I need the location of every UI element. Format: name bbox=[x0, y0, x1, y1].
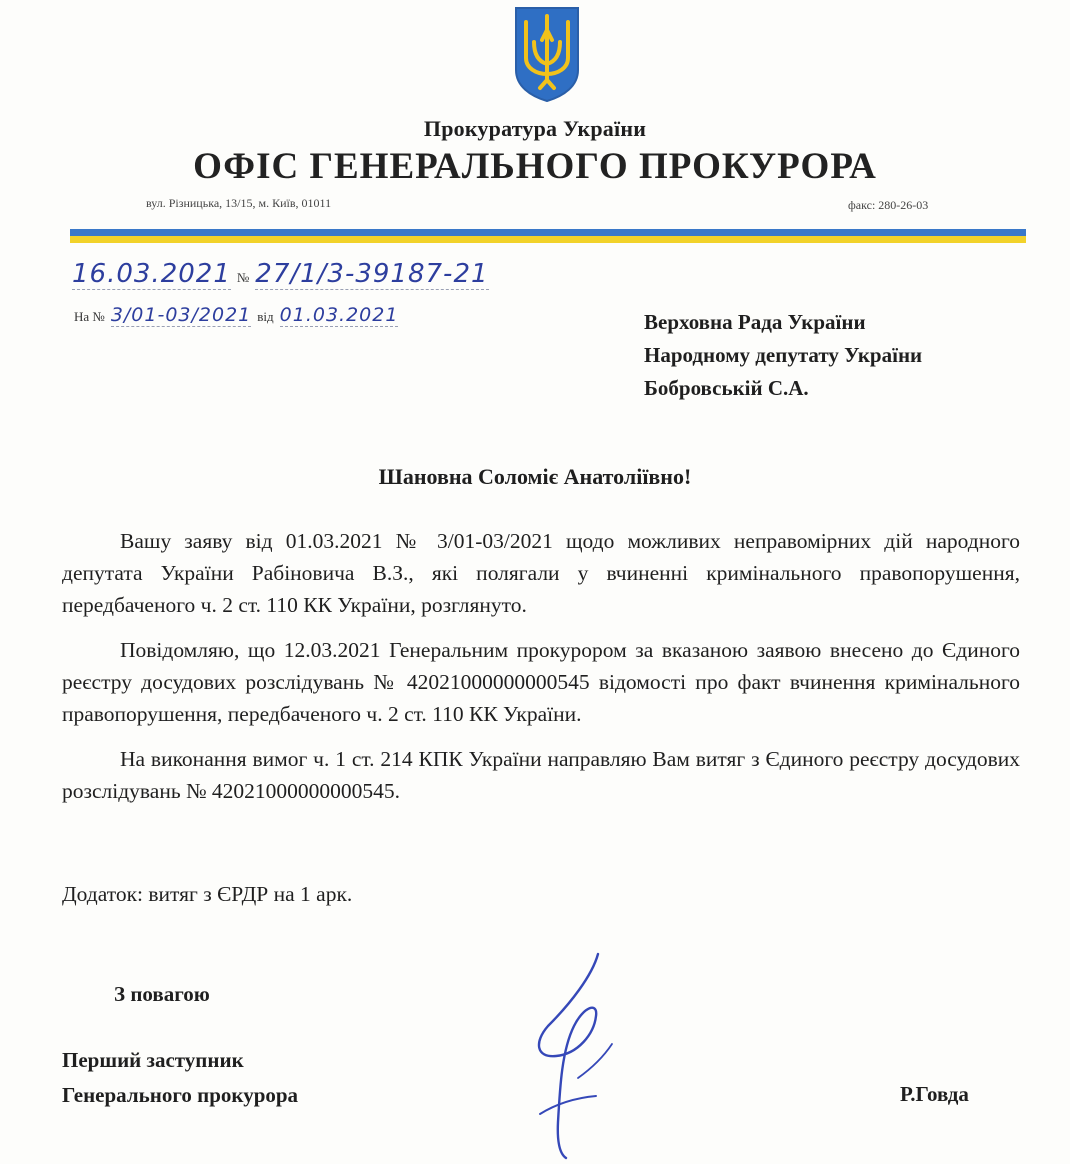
organization-title: ОФІС ГЕНЕРАЛЬНОГО ПРОКУРОРА bbox=[193, 146, 877, 187]
position-line-2: Генерального прокурора bbox=[62, 1083, 299, 1107]
attachment-line: Додаток: витяг з ЄРДР на 1 арк. bbox=[62, 882, 353, 906]
organization-subtitle: Прокуратура України bbox=[423, 116, 647, 141]
trident-emblem-icon bbox=[512, 6, 582, 102]
ref-number: 3/01-03/2021 bbox=[110, 304, 252, 326]
outgoing-number: 27/1/3-39187-21 bbox=[255, 259, 489, 289]
organization-address: вул. Різницька, 13/15, м. Київ, 01011 bbox=[146, 196, 332, 210]
addressee-line-3: Бобровській С.А. bbox=[644, 376, 809, 400]
addressee-line-1: Верховна Рада України bbox=[644, 310, 866, 334]
body-paragraph-2: Повідомляю, що 12.03.2021 Генеральним прокурором за вказаною заявою внесено до Єдиного реєстру досудових розслідувань № 42021000000000545 відомості про факт вчинення кримінального правопорушення, передбаченого ч. 2 ст. 110 КК України. bbox=[62, 638, 1020, 726]
body-paragraph-1: Вашу заяву від 01.03.2021 № 3/01-03/2021 щодо можливих неправомірних дій народного депутата України Рабіновича В.З., які полягали у вчиненні кримінального правопорушення, передбаченого ч. 2 ст. 110 КК України, розглянуто. bbox=[62, 529, 1020, 617]
position-line-1: Перший заступник bbox=[62, 1048, 244, 1072]
signer-position bbox=[62, 1043, 298, 1113]
organization-fax: факс: 280-26-03 bbox=[848, 198, 929, 212]
salutation: Шановна Соломіє Анатоліївно! bbox=[378, 464, 692, 489]
closing: З повагою bbox=[114, 982, 210, 1006]
outgoing-date: 16.03.2021 bbox=[72, 259, 231, 289]
body-paragraph-3: На виконання вимог ч. 1 ст. 214 КПК України направляю Вам витяг з Єдиного реєстру досудових розслідувань № 42021000000000545. bbox=[62, 747, 1020, 803]
letter-body bbox=[62, 525, 1020, 820]
addressee-line-2: Народному депутату України bbox=[644, 343, 923, 367]
addressee-block bbox=[644, 306, 922, 405]
number-prefix: № bbox=[236, 270, 250, 285]
reference-registration bbox=[72, 305, 398, 327]
letterhead-rule-blue bbox=[70, 229, 1026, 236]
handwritten-signature-icon bbox=[500, 946, 640, 1161]
ref-date-prefix: від bbox=[257, 309, 274, 324]
signer-name: Р.Говда bbox=[900, 1082, 969, 1106]
ref-date: 01.03.2021 bbox=[279, 304, 399, 326]
letterhead-rule-yellow bbox=[70, 236, 1026, 243]
ref-prefix: На № bbox=[74, 309, 105, 324]
outgoing-registration bbox=[72, 260, 489, 290]
